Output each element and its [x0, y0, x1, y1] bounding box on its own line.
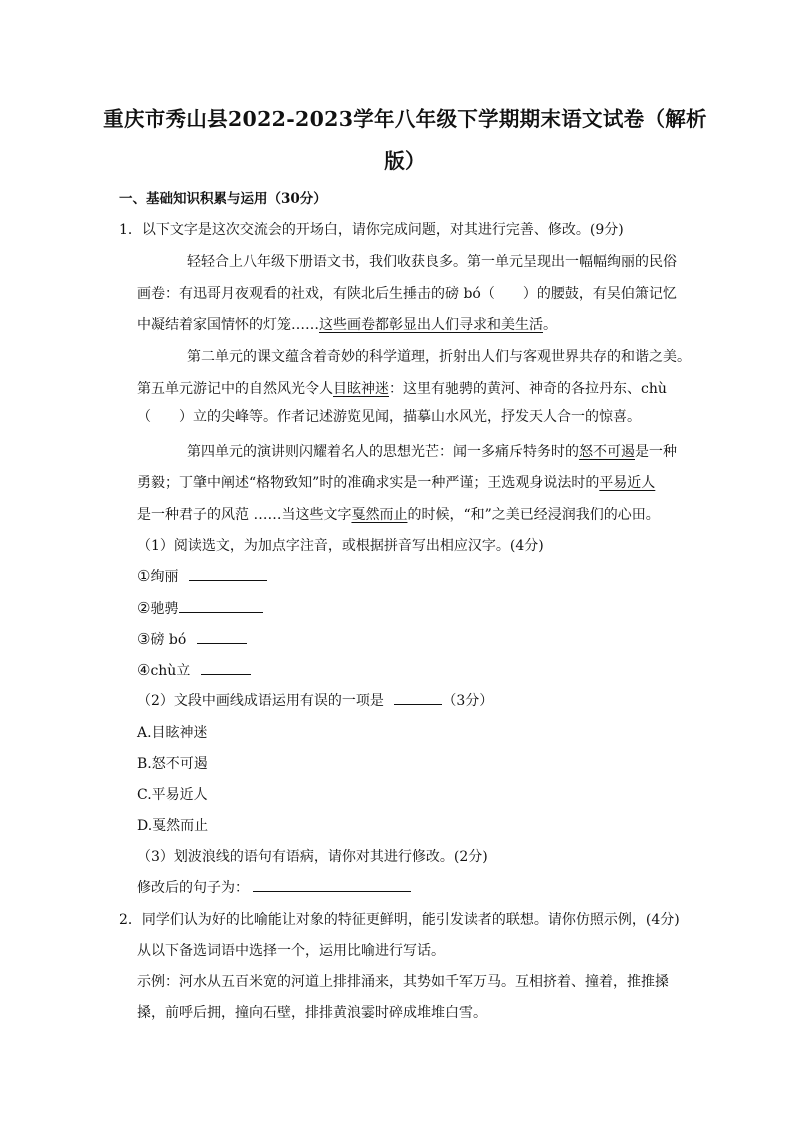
item-number: ④ [137, 661, 151, 679]
item-word: 绚丽 [150, 569, 179, 585]
answer-item [137, 598, 263, 618]
answer-item [137, 566, 267, 586]
sub-question-2 [137, 690, 493, 710]
passage-line: 画卷：有迅哥月夜观看的社戏，有陕北后生捶击的磅 bó（ ）的腰鼓，有吴伯箫记忆 [137, 286, 677, 302]
answer-blank[interactable] [197, 642, 247, 644]
item-word: chù立 [150, 663, 191, 679]
passage-text: 勇毅；丁肇中阐述“格物致知”时的准确求实是一种严谨；王选观身说法时的 [137, 475, 600, 491]
score-note: （3分） [442, 693, 494, 709]
revision-label: 修改后的句子为： [137, 880, 249, 896]
question-1-stem: 1．以下文字是这次交流会的开场白，请你完成问题，对其进行完善、修改。(9分) [119, 222, 624, 238]
answer-blank[interactable] [189, 579, 267, 581]
passage-line: （ ）立的尖峰等。作者记述游览见闻，描摹山水风光，抒发天人合一的惊喜。 [137, 409, 641, 425]
passage-text: 中凝结着家国情怀的灯笼…… [137, 317, 319, 333]
passage-line [187, 441, 677, 461]
option-c: C.平易近人 [137, 787, 208, 803]
item-word: 磅 bó [150, 632, 187, 648]
answer-item [137, 629, 247, 649]
question-2-line: 从以下备选词语中选择一个，运用比喻进行写话。 [137, 943, 445, 959]
passage-text: 第五单元游记中的自然风光令人 [137, 381, 333, 397]
wavy-underlined-sentence: 这些画卷都彰显出人们寻求和美生活 [319, 317, 543, 333]
passage-text: 是一种君子的风范 ……当这些文字 [137, 507, 352, 523]
example-line: 示例：河水从五百米宽的河道上排排涌来，其势如千军万马。互相挤着、撞着，推推搡 [137, 974, 669, 990]
answer-blank[interactable] [179, 611, 263, 613]
option-a: A.目眩神迷 [137, 725, 208, 741]
underlined-idiom: 戛然而止 [351, 507, 408, 523]
passage-text: 的时候，“和”之美已经浸润我们的心田。 [407, 507, 660, 523]
item-number: ③ [137, 630, 151, 648]
answer-item [137, 660, 251, 680]
passage-line [137, 472, 655, 492]
passage-line [137, 314, 557, 334]
underlined-idiom: 平易近人 [599, 475, 656, 491]
passage-text: 。 [543, 317, 557, 333]
answer-blank[interactable] [253, 890, 411, 892]
option-d: D.戛然而止 [137, 818, 209, 834]
sub-question-1: （1）阅读选文，为加点字注音，或根据拼音写出相应汉字。(4分) [137, 538, 544, 554]
passage-text: 第四单元的演讲则闪耀着名人的思想光芒：闻一多痛斥特务时的 [187, 444, 579, 460]
item-number: ② [137, 599, 151, 617]
passage-text: ：这里有驰骋的黄河、神奇的各拉丹东、chù [389, 381, 667, 397]
option-b: B.怒不可遏 [137, 756, 208, 772]
passage-line: 轻轻合上八年级下册语文书，我们收获良多。第一单元呈现出一幅幅绚丽的民俗 [187, 254, 677, 270]
answer-blank[interactable] [201, 673, 251, 675]
section-heading: 一、基础知识积累与运用（30分） [119, 191, 327, 207]
example-line: 搡，前呼后拥，撞向石壁，排排黄浪霎时碎成堆堆白雪。 [137, 1005, 487, 1021]
underlined-idiom: 目眩神迷 [333, 381, 389, 397]
passage-text: 是一种 [635, 444, 677, 460]
passage-line [137, 504, 660, 524]
question-2-stem: 2．同学们认为好的比喻能让对象的特征更鲜明，能引发读者的联想。请你仿照示例，(4分) [119, 912, 680, 928]
passage-line: 第二单元的课文蕴含着奇妙的科学道理，折射出人们与客观世界共存的和谐之美。 [187, 349, 691, 365]
sub-question-3: （3）划波浪线的语句有语病，请你对其进行修改。(2分) [137, 849, 488, 865]
revision-line [137, 877, 411, 897]
page-title: 重庆市秀山县2022-2023学年八年级下学期期末语文试卷（解析版） [103, 107, 707, 173]
underlined-idiom: 怒不可遏 [579, 444, 635, 460]
answer-blank[interactable] [394, 703, 442, 705]
item-number: ① [137, 567, 151, 585]
sub-question-text: （2）文段中画线成语运用有误的一项是 [137, 693, 384, 709]
item-word: 驰骋 [150, 601, 179, 617]
passage-line [137, 378, 667, 398]
